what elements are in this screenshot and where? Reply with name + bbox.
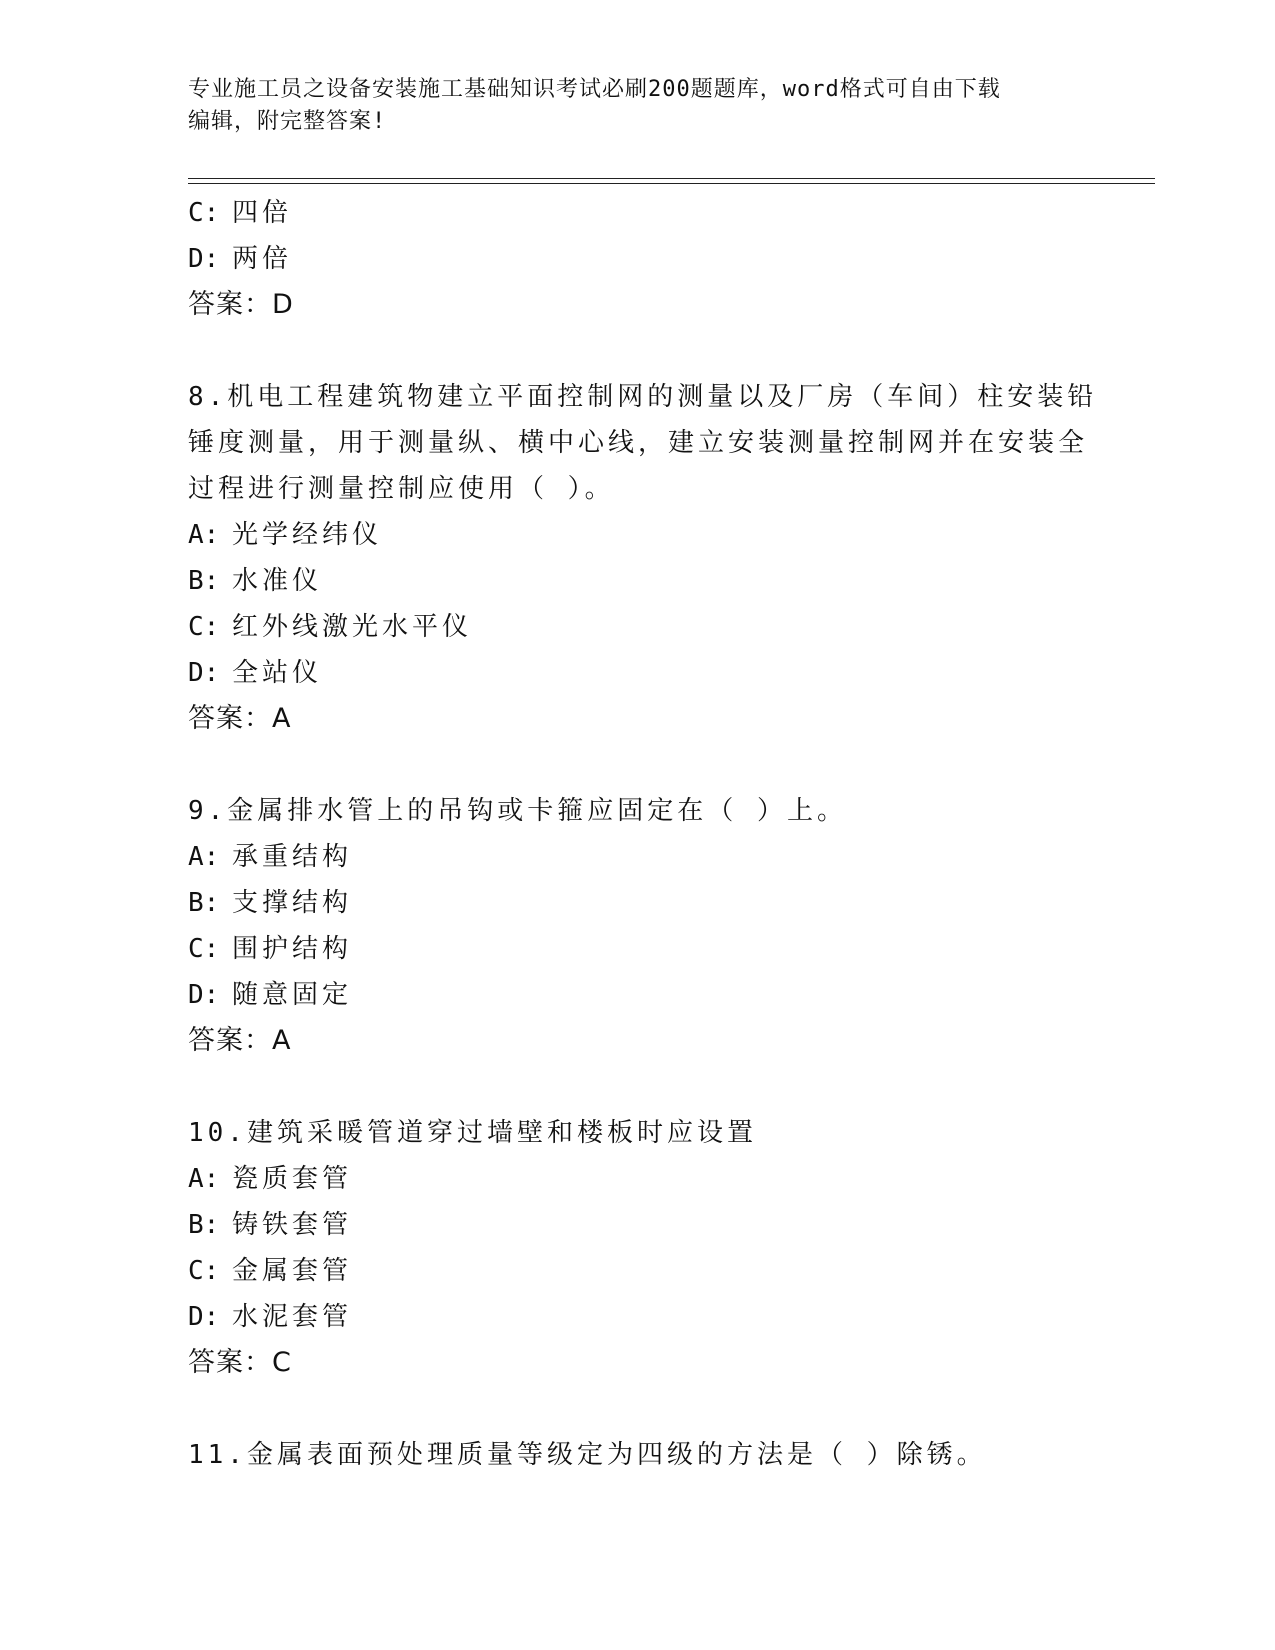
answer: 答案：C <box>188 1347 292 1378</box>
option-b: B: 铸铁套管 <box>188 1210 353 1240</box>
question-9 <box>188 788 1088 1064</box>
answer: 答案：D <box>188 289 294 320</box>
question-stem: 10.建筑采暖管道穿过墙壁和楼板时应设置 <box>188 1118 757 1148</box>
header-line-1: 专业施工员之设备安装施工基础知识考试必刷200题题库，word格式可自由下载 <box>188 77 1001 102</box>
question-stem: 11.金属表面预处理质量等级定为四级的方法是（ ）除锈。 <box>188 1440 987 1470</box>
header-divider-top <box>188 178 1155 179</box>
option-d: D: 全站仪 <box>188 658 323 688</box>
option-a: A: 承重结构 <box>188 842 353 872</box>
spacer <box>188 1386 1088 1432</box>
spacer <box>188 742 1088 788</box>
question-stem-line: 锤度测量，用于测量纵、横中心线，建立安装测量控制网并在安装全 <box>188 428 1089 458</box>
option-a: A: 光学经纬仪 <box>188 520 383 550</box>
question-stem: 9.金属排水管上的吊钩或卡箍应固定在（ ）上。 <box>188 796 847 826</box>
question-10 <box>188 1110 1088 1386</box>
option-b: B: 支撑结构 <box>188 888 353 918</box>
question-8 <box>188 374 1098 742</box>
option-d: D: 水泥套管 <box>188 1302 353 1332</box>
question-11 <box>188 1432 1088 1478</box>
question-stem-line: 过程进行测量控制应使用（ ）。 <box>188 474 615 504</box>
answer: 答案：A <box>188 1025 292 1056</box>
option-c: C: 红外线激光水平仪 <box>188 612 473 642</box>
answer: 答案：A <box>188 703 292 734</box>
question-list <box>188 190 1098 1478</box>
header-line-2: 编辑，附完整答案! <box>188 109 387 134</box>
header-divider-bottom <box>188 183 1155 184</box>
page-header <box>188 74 1088 138</box>
option-c: C: 金属套管 <box>188 1256 353 1286</box>
option-b: B: 水准仪 <box>188 566 323 596</box>
option-d: D: 两倍 <box>188 244 293 274</box>
spacer <box>188 328 1088 374</box>
spacer <box>188 1064 1088 1110</box>
question-stem-line: 8.机电工程建筑物建立平面控制网的测量以及厂房（车间）柱安装铅 <box>188 382 1098 412</box>
question-7 <box>188 190 1088 328</box>
option-a: A: 瓷质套管 <box>188 1164 353 1194</box>
option-d: D: 随意固定 <box>188 980 353 1010</box>
option-c: C: 四倍 <box>188 198 293 228</box>
option-c: C: 围护结构 <box>188 934 353 964</box>
